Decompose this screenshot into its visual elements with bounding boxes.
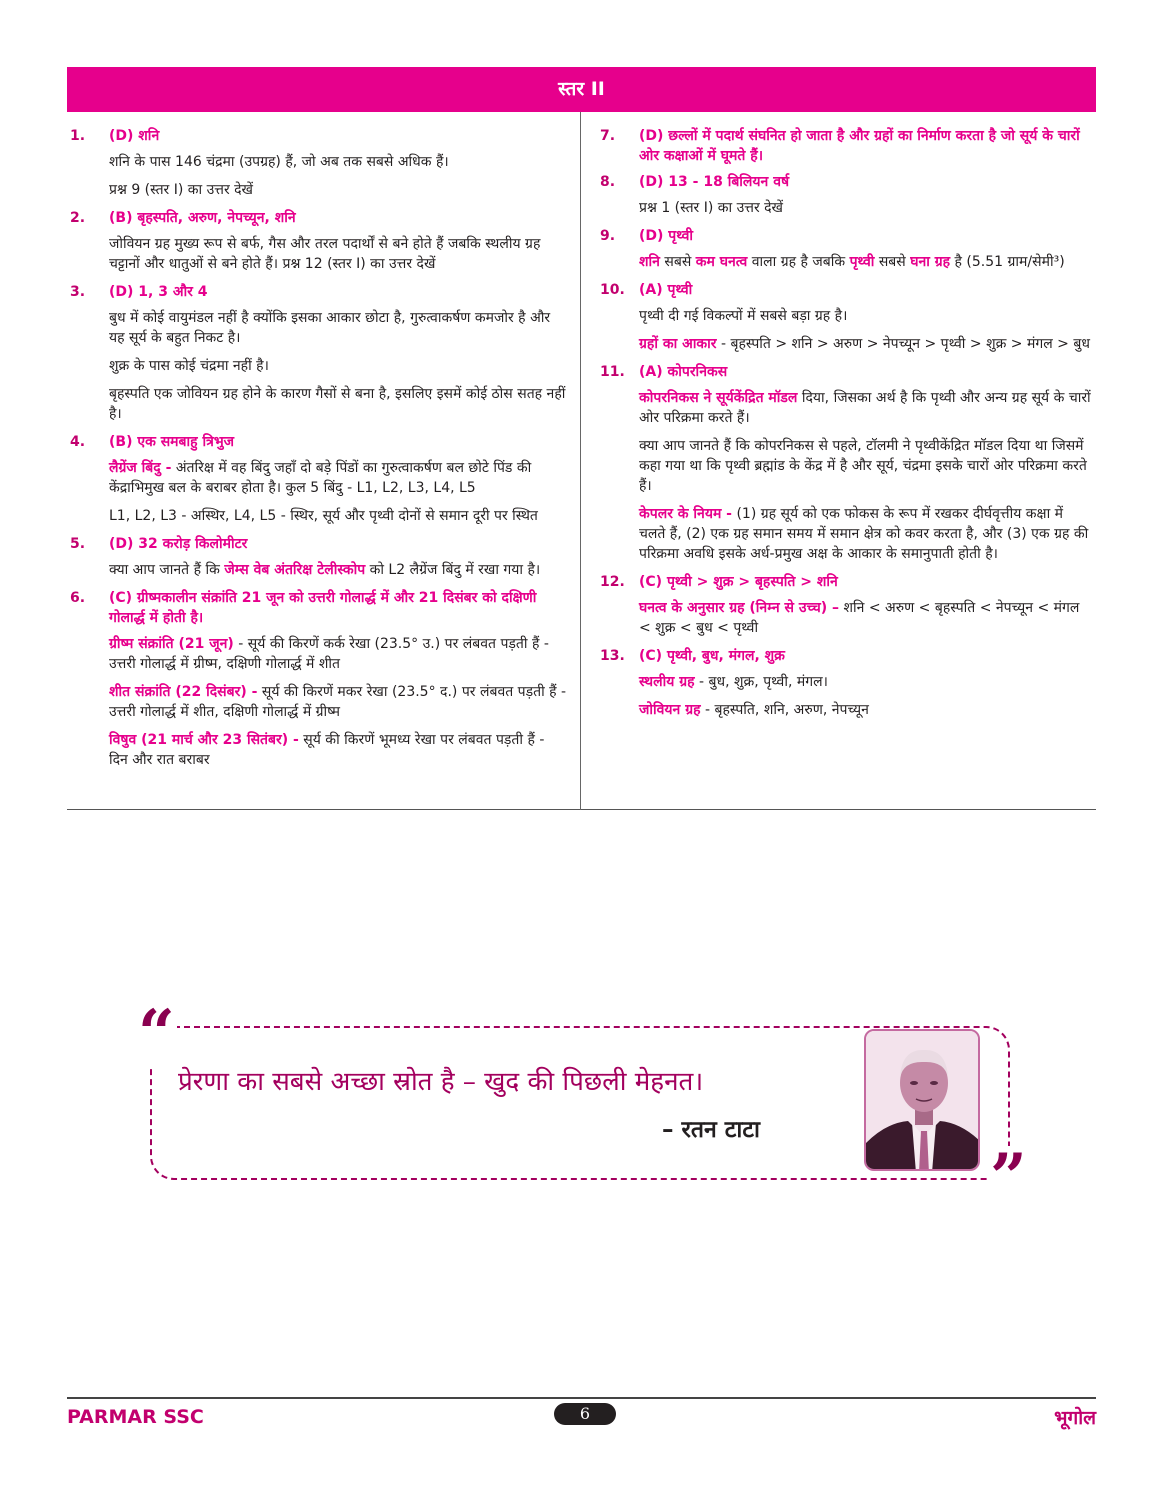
question-number: 3. <box>70 284 86 300</box>
question-number: 7. <box>600 128 616 144</box>
author-photo <box>864 1029 980 1171</box>
answer-option: (D) 32 करोड़ किलोमीटर <box>109 536 248 552</box>
answer-columns <box>67 112 1096 810</box>
answer-item <box>597 572 1092 638</box>
section-header: स्तर II <box>67 67 1096 112</box>
explanation <box>109 560 567 580</box>
answer-option: (D) छल्लों में पदार्थ संघनित हो जाता है और ग्रहों का निर्माण करता है जो सूर्य के चारों ओर कक्षाओं में घूमते हैं। <box>639 128 1080 164</box>
explanation: पृथ्वी दी गई विकल्पों में सबसे बड़ा ग्रह है। <box>639 308 848 324</box>
footer-brand: PARMAR SSC <box>67 1406 204 1428</box>
question-number: 2. <box>70 210 86 226</box>
right-column <box>597 126 1092 728</box>
term-highlight: कम घनत्व <box>695 254 748 270</box>
answer-option: (B) एक समबाहु त्रिभुज <box>109 434 235 450</box>
explanation <box>639 388 1092 428</box>
explanation <box>639 700 1092 720</box>
explanation <box>109 458 567 498</box>
question-number: 5. <box>70 536 86 552</box>
quote-text: प्रेरणा का सबसे अच्छा स्रोत है – खुद की पिछली मेहनत। <box>178 1067 704 1097</box>
question-number: 10. <box>600 282 625 298</box>
question-number: 13. <box>600 648 625 664</box>
explanation <box>639 252 1092 272</box>
answer-option: (D) पृथ्वी <box>639 228 694 244</box>
term-highlight: केपलर के नियम - <box>639 506 732 522</box>
explanation-text: - बृहस्पति > शनि > अरुण > नेपच्यून > पृथ्वी > शुक्र > मंगल > बुध <box>716 336 1090 352</box>
answer-item <box>597 126 1092 166</box>
explanation-text: क्या आप जानते हैं कि <box>109 562 225 578</box>
answer-item <box>597 362 1092 564</box>
explanation: जोवियन ग्रह मुख्य रूप से बर्फ, गैस और तरल पदार्थों से बने होते हैं जबकि स्थलीय ग्रह चट्टानों और धातुओं से बने होते हैं। प्रश्न 12 (स्तर I) का उत्तर देखें <box>109 236 541 272</box>
answer-item <box>597 646 1092 720</box>
term-highlight: जोवियन ग्रह <box>639 702 701 718</box>
question-number: 12. <box>600 574 625 590</box>
page-number: 6 <box>554 1403 616 1425</box>
explanation <box>109 682 567 722</box>
quote-box <box>138 996 1027 1215</box>
explanation <box>639 334 1092 354</box>
explanation-text: शनि < अरुण < बृहस्पति < नेपच्यून < मंगल < शुक्र < बुध < पृथ्वी <box>639 600 1080 636</box>
question-number: 1. <box>70 128 86 144</box>
open-quote-icon: “ <box>138 996 175 1071</box>
term-highlight: जेम्स वेब अंतरिक्ष टेलीस्कोप <box>224 562 366 578</box>
answer-option: (D) 1, 3 और 4 <box>109 284 208 300</box>
explanation-text: वाला ग्रह है जबकि <box>747 254 850 270</box>
explanation-text: अंतरिक्ष में वह बिंदु जहाँ दो बड़े पिंडों का गुरुत्वाकर्षण बल छोटे पिंड की केंद्राभिमुख बल के बराबर होता है। कुल 5 बिंदु - L1, L2, L3, L4, L5 <box>109 460 532 496</box>
answer-option: (C) पृथ्वी > शुक्र > बृहस्पति > शनि <box>639 574 838 590</box>
explanation-text: सूर्य की किरणें मकर रेखा (23.5° द.) पर लंबवत पड़ती हैं - उत्तरी गोलार्द्ध में शीत, दक्षिणी गोलार्द्ध में ग्रीष्म <box>109 684 567 720</box>
portrait-illustration <box>866 1031 980 1171</box>
term-highlight: शनि <box>639 254 660 270</box>
answer-item <box>67 208 567 274</box>
explanation-text: - सूर्य की किरणें कर्क रेखा (23.5° उ.) पर लंबवत पड़ती हैं - उत्तरी गोलार्द्ध में ग्रीष्म, दक्षिणी गोलार्द्ध में शीत <box>109 636 549 672</box>
explanation <box>109 730 567 770</box>
column-divider <box>580 112 581 810</box>
term-highlight: शीत संक्रांति (22 दिसंबर) - <box>109 684 258 700</box>
question-number: 8. <box>600 174 616 190</box>
answer-item <box>67 534 567 580</box>
explanation-text: - बुध, शुक्र, पृथ्वी, मंगल। <box>694 674 828 690</box>
explanation-text: - बृहस्पति, शनि, अरुण, नेपच्यून <box>700 702 869 718</box>
answer-item <box>597 226 1092 272</box>
term-highlight: ग्रीष्म संक्रांति (21 जून) <box>109 636 234 652</box>
explanation-text: को L2 लैग्रेंज बिंदु में रखा गया है। <box>365 562 541 578</box>
answer-item <box>67 588 567 770</box>
left-column <box>67 126 567 778</box>
explanation: प्रश्न 1 (स्तर I) का उत्तर देखें <box>639 200 784 216</box>
explanation-text: सूर्य की किरणें भूमध्य रेखा पर लंबवत पड़ती हैं - दिन और रात बराबर <box>109 732 545 768</box>
term-highlight: कोपरनिकस ने सूर्यकेंद्रित मॉडल <box>639 390 798 406</box>
explanation <box>639 504 1092 564</box>
term-highlight: स्थलीय ग्रह <box>639 674 695 690</box>
term-highlight: लैग्रेंज बिंदु - <box>109 460 172 476</box>
explanation-text: (1) ग्रह सूर्य को एक फोकस के रूप में रखकर दीर्घवृत्तीय कक्षा में चलते हैं, (2) एक ग्रह समान समय में समान क्षेत्र को कवर करता है, और (3) एक ग्रह की परिक्रमा अवधि इसके अर्ध-प्रमुख अक्ष के आकार के समानुपाती होती है। <box>639 506 1089 562</box>
explanation-text: सबसे <box>659 254 696 270</box>
term-highlight: ग्रहों का आकार <box>639 336 717 352</box>
term-highlight: घनत्व के अनुसार ग्रह (निम्न से उच्च) – <box>639 600 840 616</box>
explanation: बृहस्पति एक जोवियन ग्रह होने के कारण गैसों से बना है, इसलिए इसमें कोई ठोस सतह नहीं है। <box>109 386 566 422</box>
explanation: L1, L2, L3 - अस्थिर, L4, L5 - स्थिर, सूर्य और पृथ्वी दोनों से समान दूरी पर स्थित <box>109 508 538 524</box>
explanation <box>639 598 1092 638</box>
term-highlight: विषुव (21 मार्च और 23 सितंबर) - <box>109 732 299 748</box>
quote-author: – रतन टाटा <box>662 1117 760 1143</box>
answer-option: (C) पृथ्वी, बुध, मंगल, शुक्र <box>639 648 785 664</box>
question-number: 4. <box>70 434 86 450</box>
explanation-text: दिया, जिसका अर्थ है कि पृथ्वी और अन्य ग्रह सूर्य के चारों ओर परिक्रमा करते हैं। <box>639 390 1091 426</box>
answer-item <box>67 282 567 424</box>
answer-option: (D) 13 - 18 बिलियन वर्ष <box>639 174 790 190</box>
answer-option: (A) पृथ्वी <box>639 282 693 298</box>
answer-option: (A) कोपरनिकस <box>639 364 728 380</box>
close-quote-icon: ” <box>990 1140 1027 1215</box>
explanation: शुक्र के पास कोई चंद्रमा नहीं है। <box>109 358 269 374</box>
answer-item <box>597 280 1092 354</box>
explanation: बुध में कोई वायुमंडल नहीं है क्योंकि इसका आकार छोटा है, गुरुत्वाकर्षण कमजोर है और यह सूर्य के बहुत निकट है। <box>109 310 551 346</box>
term-highlight: पृथ्वी <box>849 254 875 270</box>
explanation <box>109 634 567 674</box>
explanation: क्या आप जानते हैं कि कोपरनिकस से पहले, टॉलमी ने पृथ्वीकेंद्रित मॉडल दिया था जिसमें कहा गया था कि पृथ्वी ब्रह्मांड के केंद्र में है और सूर्य, चंद्रमा इसके चारों ओर परिक्रमा करते हैं। <box>639 438 1087 494</box>
question-number: 9. <box>600 228 616 244</box>
answer-item <box>67 432 567 526</box>
explanation: प्रश्न 9 (स्तर I) का उत्तर देखें <box>109 182 254 198</box>
answer-item <box>67 126 567 200</box>
explanation <box>639 672 1092 692</box>
answer-item <box>597 172 1092 218</box>
answer-option: (C) ग्रीष्मकालीन संक्रांति 21 जून को उत्तरी गोलार्द्ध में और 21 दिसंबर को दक्षिणी गोलार्द्ध में होती है। <box>109 590 537 626</box>
footer-divider <box>67 1397 1096 1399</box>
footer-subject: भूगोल <box>1054 1407 1096 1429</box>
explanation: शनि के पास 146 चंद्रमा (उपग्रह) हैं, जो अब तक सबसे अधिक हैं। <box>109 154 449 170</box>
question-number: 11. <box>600 364 625 380</box>
answer-option: (B) बृहस्पति, अरुण, नेपच्यून, शनि <box>109 210 296 226</box>
term-highlight: घना ग्रह <box>910 254 951 270</box>
explanation-text: सबसे <box>874 254 911 270</box>
question-number: 6. <box>70 590 86 606</box>
explanation-text: है (5.51 ग्राम/सेमी³) <box>950 254 1065 270</box>
answer-option: (D) शनि <box>109 128 160 144</box>
